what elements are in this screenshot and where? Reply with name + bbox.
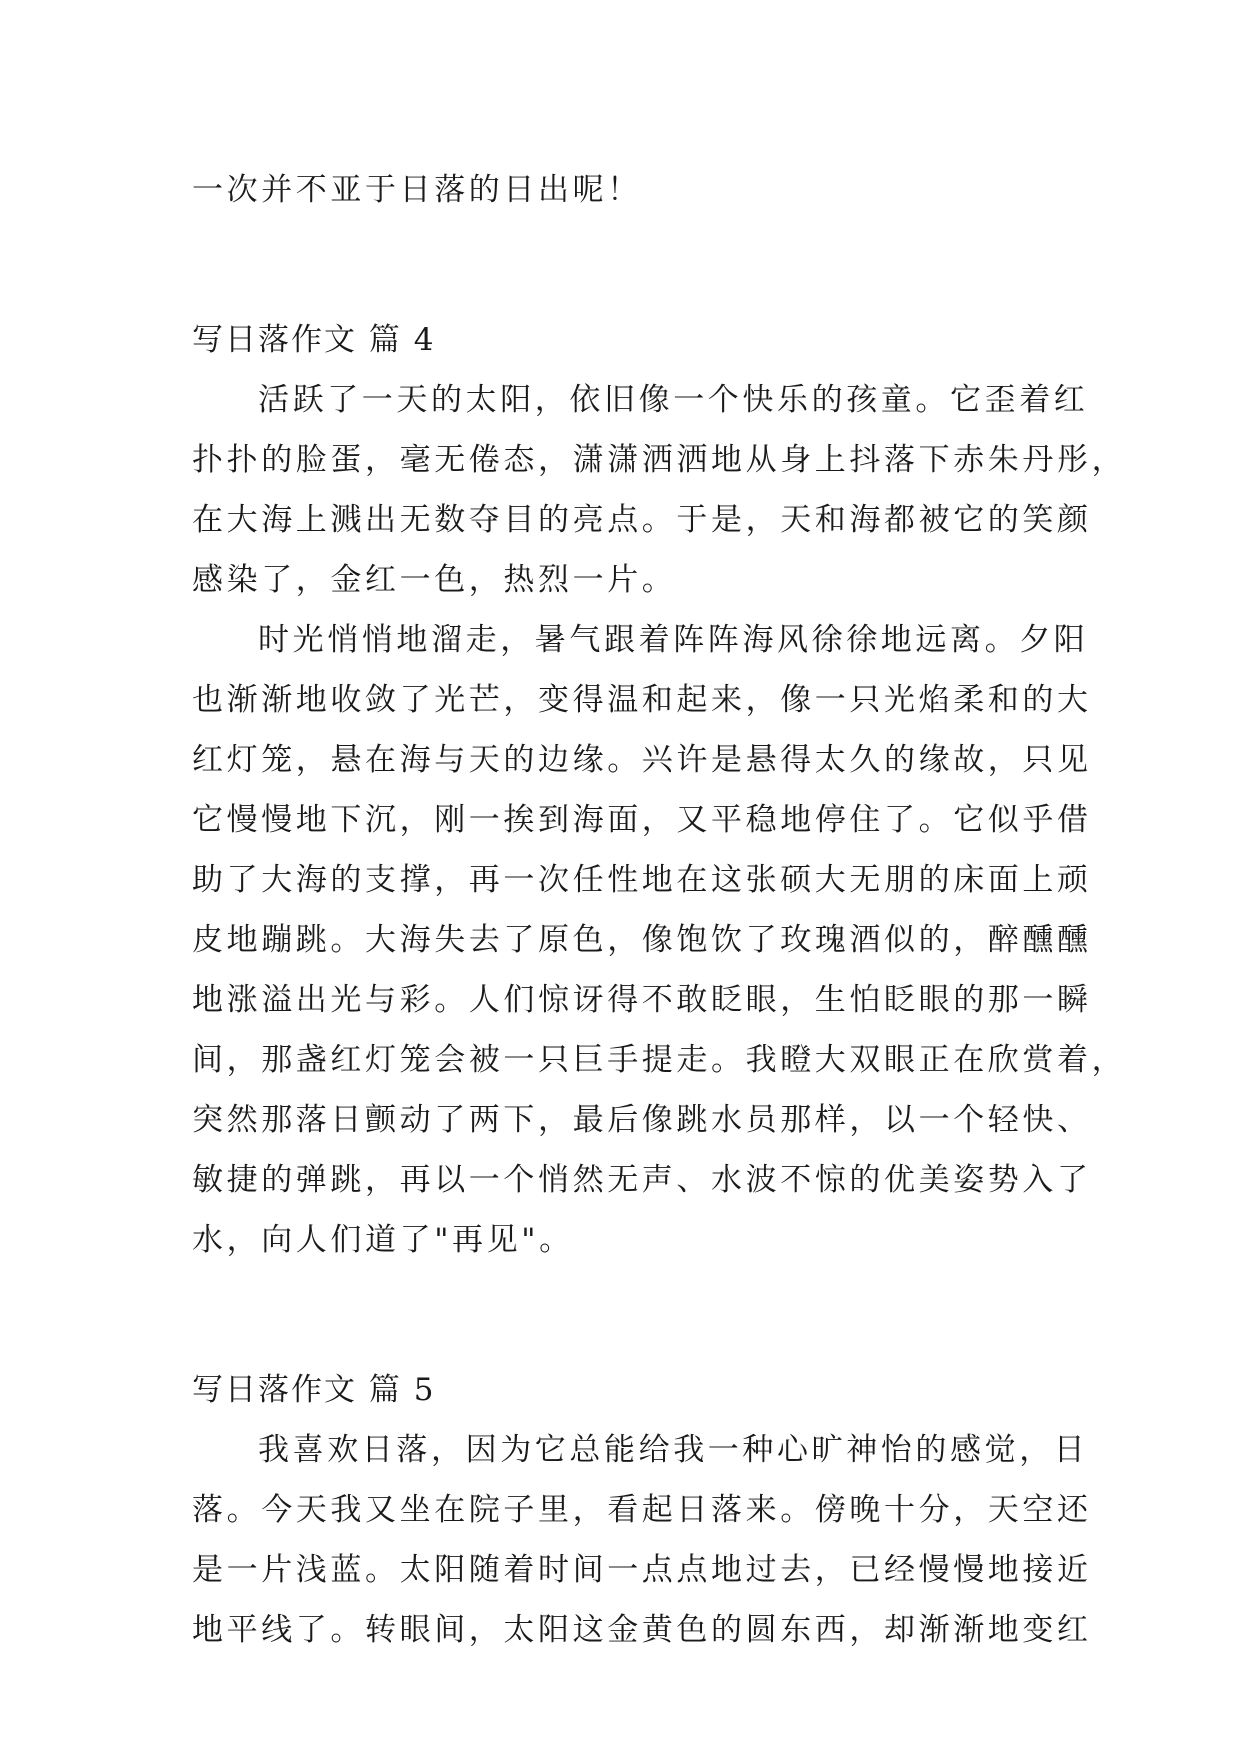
text-line: 皮地蹦跳。大海失去了原色，像饱饮了玫瑰酒似的，醉醺醺 (192, 922, 1092, 958)
text-line: 落。今天我又坐在院子里，看起日落来。傍晚十分，天空还 (192, 1492, 1092, 1528)
text-line: 红灯笼，悬在海与天的边缘。兴许是悬得太久的缘故，只见 (192, 742, 1092, 778)
paragraph (192, 610, 1127, 1270)
text-line: 敏捷的弹跳，再以一个悄然无声、水波不惊的优美姿势入了 (192, 1162, 1092, 1198)
text-line: 它慢慢地下沉，刚一挨到海面，又平稳地停住了。它似乎借 (192, 802, 1092, 838)
text-line: 时光悄悄地溜走，暑气跟着阵阵海风徐徐地远离。夕阳 (258, 622, 1089, 658)
essay-section-5 (192, 1360, 1092, 1660)
intro-text (192, 160, 1072, 220)
text-line: 我喜欢日落，因为它总能给我一种心旷神怡的感觉，日 (258, 1432, 1089, 1468)
section-heading: 写日落作文 篇 5 (192, 1372, 436, 1408)
text-line: 一次并不亚于日落的日出呢！ (192, 172, 642, 208)
paragraph (192, 1420, 1092, 1660)
text-line: 也渐渐地收敛了光芒，变得温和起来，像一只光焰柔和的大 (192, 682, 1092, 718)
section-spacer (192, 220, 1072, 310)
text-line: 在大海上溅出无数夺目的亮点。于是，天和海都被它的笑颜 (192, 502, 1092, 538)
text-line: 间，那盏红灯笼会被一只巨手提走。我瞪大双眼正在欣赏着， (192, 1042, 1127, 1078)
section-spacer (192, 1270, 1072, 1360)
text-line: 是一片浅蓝。太阳随着时间一点点地过去，已经慢慢地接近 (192, 1552, 1092, 1588)
text-line: 突然那落日颤动了两下，最后像跳水员那样，以一个轻快、 (192, 1102, 1092, 1138)
section-heading: 写日落作文 篇 4 (192, 322, 436, 358)
text-line: 感染了，金红一色，热烈一片。 (192, 562, 677, 598)
text-line: 地平线了。转眼间，太阳这金黄色的圆东西，却渐渐地变红 (192, 1612, 1092, 1648)
text-line: 水，向人们道了"再见"。 (192, 1222, 574, 1258)
paragraph (192, 370, 1127, 610)
text-line: 活跃了一天的太阳，依旧像一个快乐的孩童。它歪着红 (258, 382, 1089, 418)
text-line: 地涨溢出光与彩。人们惊讶得不敢眨眼，生怕眨眼的那一瞬 (192, 982, 1092, 1018)
essay-section-4 (192, 310, 1127, 1270)
text-line: 助了大海的支撑，再一次任性地在这张硕大无朋的床面上顽 (192, 862, 1092, 898)
document-page (192, 160, 1127, 1660)
text-line: 扑扑的脸蛋，毫无倦态，潇潇洒洒地从身上抖落下赤朱丹彤， (192, 442, 1127, 478)
